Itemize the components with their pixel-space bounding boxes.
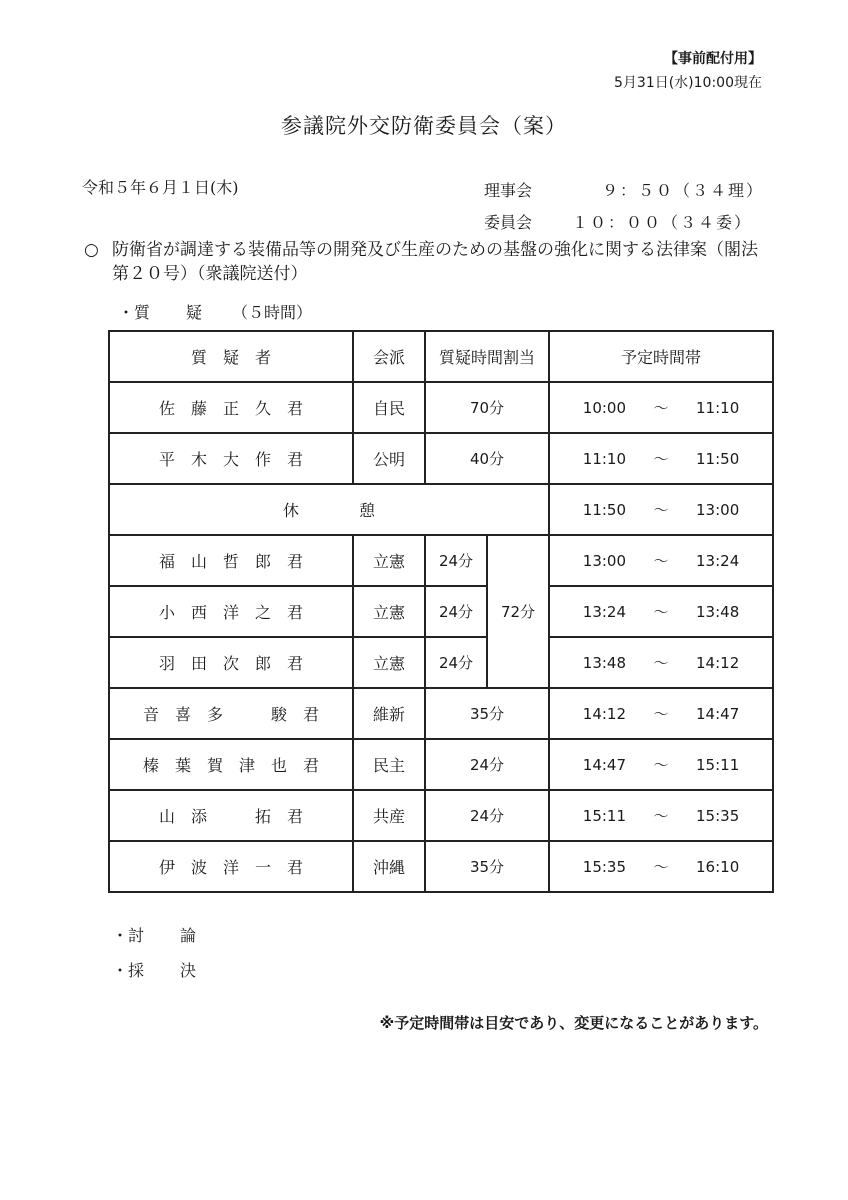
vote-label-1: ・採 bbox=[112, 961, 145, 980]
table-header-row bbox=[109, 331, 773, 382]
schedule-label-committee: 委員会 bbox=[484, 213, 533, 232]
debate-item bbox=[112, 923, 196, 946]
party: 民主 bbox=[353, 739, 425, 790]
schedule-label-board: 理事会 bbox=[484, 181, 533, 200]
time-slot: 11:50 ～ 13:00 bbox=[549, 484, 773, 535]
allocation: 24分 bbox=[425, 535, 487, 586]
break-label: 休憩 bbox=[109, 484, 549, 535]
time-slot: 15:35 ～ 16:10 bbox=[549, 841, 773, 892]
time-slot: 14:47 ～ 15:11 bbox=[549, 739, 773, 790]
debate-label-2: 論 bbox=[180, 926, 197, 945]
allocation: 24分 bbox=[425, 739, 549, 790]
party: 公明 bbox=[353, 433, 425, 484]
header-allocation: 質疑時間割当 bbox=[425, 331, 549, 382]
table-row bbox=[109, 637, 773, 688]
group-allocation-total: 72分 bbox=[487, 535, 549, 688]
time-slot: 14:12 ～ 14:47 bbox=[549, 688, 773, 739]
table-row bbox=[109, 586, 773, 637]
questioner-name: 佐藤正久君 bbox=[109, 382, 353, 433]
break-row bbox=[109, 484, 773, 535]
table-row bbox=[109, 382, 773, 433]
page-title: 参議院外交防衛委員会（案） bbox=[281, 114, 567, 138]
time-slot: 13:00 ～ 13:24 bbox=[549, 535, 773, 586]
allocation: 70分 bbox=[425, 382, 549, 433]
party: 立憲 bbox=[353, 535, 425, 586]
time-slot: 10:00 ～ 11:10 bbox=[549, 382, 773, 433]
table-row bbox=[109, 688, 773, 739]
questioner-name: 小西洋之君 bbox=[109, 586, 353, 637]
table-row bbox=[109, 433, 773, 484]
distribution-stamp: 【事前配付用】 bbox=[664, 51, 762, 67]
party: 沖縄 bbox=[353, 841, 425, 892]
allocation: 24分 bbox=[425, 586, 487, 637]
agenda-text: 防衛省が調達する装備品等の開発及び生産のための基盤の強化に関する法律案（閣法第２０号）（衆議院送付） bbox=[112, 240, 758, 284]
party: 共産 bbox=[353, 790, 425, 841]
questioner-name: 伊波洋一君 bbox=[109, 841, 353, 892]
qa-duration: （５時間） bbox=[232, 303, 313, 322]
questioner-name: 平木大作君 bbox=[109, 433, 353, 484]
time-slot: 13:24 ～ 13:48 bbox=[549, 586, 773, 637]
time-slot: 11:10 ～ 11:50 bbox=[549, 433, 773, 484]
questioner-name: 福山哲郎君 bbox=[109, 535, 353, 586]
questioner-name: 羽田次郎君 bbox=[109, 637, 353, 688]
qa-label-1: ・質 bbox=[118, 303, 151, 322]
questioner-name: 音喜多 駿君 bbox=[109, 688, 353, 739]
party: 自民 bbox=[353, 382, 425, 433]
time-slot: 13:48 ～ 14:12 bbox=[549, 637, 773, 688]
header-time-slot: 予定時間帯 bbox=[549, 331, 773, 382]
meeting-date: 令和５年６月１日(木) bbox=[82, 178, 239, 197]
table-row bbox=[109, 790, 773, 841]
vote-label-2: 決 bbox=[180, 961, 197, 980]
qa-label-2: 疑 bbox=[186, 303, 203, 322]
debate-label-1: ・討 bbox=[112, 926, 145, 945]
footnote: ※予定時間帯は目安であり、変更になることがあります。 bbox=[379, 1014, 768, 1032]
allocation: 40分 bbox=[425, 433, 549, 484]
table-row bbox=[109, 739, 773, 790]
qa-heading bbox=[118, 300, 312, 323]
schedule-value-committee: １０：００（３４委） bbox=[572, 213, 753, 232]
as-of-timestamp: 5月31日(水)10:00現在 bbox=[614, 75, 762, 91]
questioner-name: 山添 拓君 bbox=[109, 790, 353, 841]
header-questioner: 質 疑 者 bbox=[109, 331, 353, 382]
agenda-bullet: ○ bbox=[84, 240, 99, 260]
table-row bbox=[109, 841, 773, 892]
party: 立憲 bbox=[353, 586, 425, 637]
vote-item bbox=[112, 958, 196, 981]
schedule-table bbox=[108, 330, 774, 893]
header-party: 会派 bbox=[353, 331, 425, 382]
allocation: 35分 bbox=[425, 841, 549, 892]
allocation: 24分 bbox=[425, 637, 487, 688]
party: 立憲 bbox=[353, 637, 425, 688]
table-row bbox=[109, 535, 773, 586]
questioner-name: 榛葉賀津也君 bbox=[109, 739, 353, 790]
party: 維新 bbox=[353, 688, 425, 739]
time-slot: 15:11 ～ 15:35 bbox=[549, 790, 773, 841]
schedule-value-board: ９：５０（３４理） bbox=[602, 181, 765, 200]
allocation: 35分 bbox=[425, 688, 549, 739]
allocation: 24分 bbox=[425, 790, 549, 841]
